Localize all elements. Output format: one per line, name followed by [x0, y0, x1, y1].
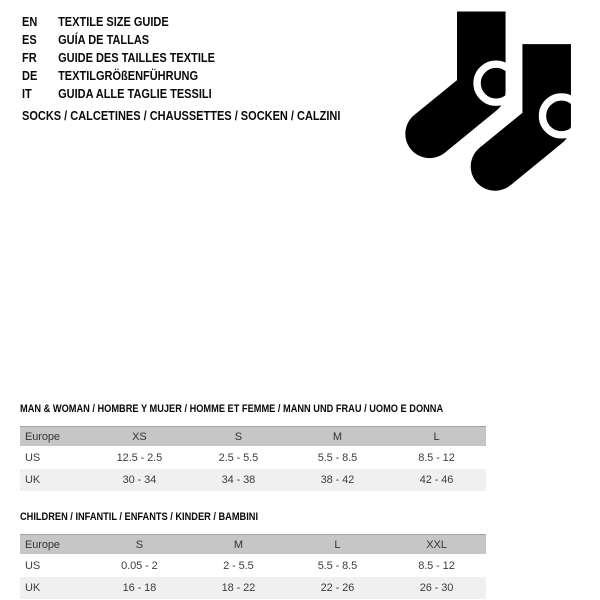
table-row-us — [20, 555, 486, 577]
adults-table-title-text: MAN & WOMAN / HOMBRE Y MUJER / HOMME ET FEMME / MANN UND FRAU / UOMO E DONNA — [20, 403, 444, 415]
row-label-uk: UK — [25, 581, 41, 594]
row-label-us: US — [25, 451, 41, 464]
size-cell: 42 - 46 — [419, 473, 454, 486]
size-cell: 12.5 - 2.5 — [116, 451, 163, 464]
column-header-l: L — [387, 427, 486, 447]
column-header-xxl: XXL — [387, 535, 486, 555]
language-code: DE — [22, 69, 38, 83]
size-cell: 5.5 - 8.5 — [317, 559, 358, 572]
children-table-title-text: CHILDREN / INFANTIL / ENFANTS / KINDER / BAMBINI — [20, 511, 259, 523]
language-label: TEXTILE SIZE GUIDE — [58, 15, 169, 29]
language-row-en — [22, 13, 215, 31]
language-code: ES — [22, 33, 37, 47]
table-row-uk — [20, 469, 486, 491]
language-code: IT — [22, 87, 32, 101]
adults-table-header — [20, 427, 486, 447]
size-cell: 22 - 26 — [320, 581, 355, 594]
column-header-m: M — [189, 535, 288, 555]
size-cell: 8.5 - 12 — [418, 559, 455, 572]
column-header-l: L — [288, 535, 387, 555]
size-cell: 34 - 38 — [221, 473, 256, 486]
column-header-europe: Europe — [20, 535, 90, 555]
language-code: EN — [22, 15, 38, 29]
socks-icon-svg — [399, 3, 591, 195]
size-cell: 2 - 5.5 — [223, 559, 254, 572]
adults-size-table — [20, 426, 486, 491]
table-row-uk — [20, 577, 486, 599]
children-size-section — [20, 511, 486, 599]
row-label-uk: UK — [25, 473, 41, 486]
size-cell: 18 - 22 — [221, 581, 256, 594]
children-size-table — [20, 534, 486, 599]
table-header-row — [20, 427, 486, 447]
language-label: GUÍA DE TALLAS — [58, 33, 150, 47]
category-title-text: SOCKS / CALCETINES / CHAUSSETTES / SOCKEN / CALZINI — [22, 109, 341, 123]
language-code: FR — [22, 51, 37, 65]
column-header-m: M — [288, 427, 387, 447]
language-label: GUIDA ALLE TAGLIE TESSILI — [58, 87, 212, 101]
language-list — [22, 13, 241, 103]
adults-size-section — [20, 403, 486, 491]
language-row-it — [22, 85, 215, 103]
size-cell: 26 - 30 — [419, 581, 454, 594]
size-cell: 2.5 - 5.5 — [218, 451, 259, 464]
column-header-xs: XS — [90, 427, 189, 447]
children-table-header — [20, 535, 486, 555]
table-row-us — [20, 447, 486, 469]
language-label: TEXTILGRÖßENFÜHRUNG — [58, 69, 199, 83]
size-cell: 0.05 - 2 — [121, 559, 158, 572]
column-header-s: S — [90, 535, 189, 555]
language-row-de — [22, 67, 215, 85]
socks-icon — [399, 3, 591, 195]
language-label: GUIDE DES TAILLES TEXTILE — [58, 51, 215, 65]
table-header-row — [20, 535, 486, 555]
language-row-es — [22, 31, 215, 49]
column-header-s: S — [189, 427, 288, 447]
language-row-fr — [22, 49, 215, 67]
size-cell: 30 - 34 — [122, 473, 157, 486]
size-cell: 16 - 18 — [122, 581, 157, 594]
adults-table-title — [20, 403, 486, 416]
row-label-us: US — [25, 559, 41, 572]
column-header-europe: Europe — [20, 427, 90, 447]
size-cell: 38 - 42 — [320, 473, 355, 486]
size-cell: 5.5 - 8.5 — [317, 451, 358, 464]
size-cell: 8.5 - 12 — [418, 451, 455, 464]
children-table-title — [20, 511, 486, 524]
category-title — [22, 109, 384, 123]
